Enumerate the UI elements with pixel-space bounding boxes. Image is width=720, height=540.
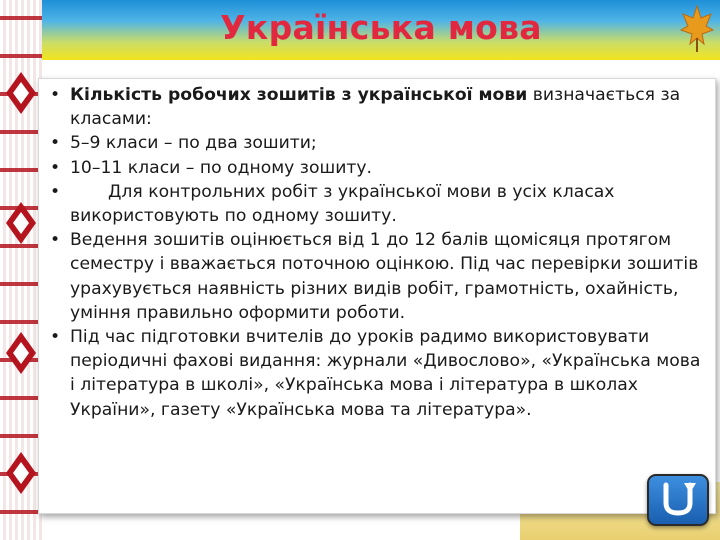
bullet-icon: • — [50, 230, 61, 251]
list-item-text: 10–11 класи – по одному зошиту. — [70, 157, 373, 178]
ornament-diamond-icon — [4, 330, 38, 376]
ornament-diamond-icon — [4, 200, 38, 246]
list-item — [45, 156, 709, 180]
embroidery-ornament — [0, 0, 42, 540]
maple-leaf-icon — [680, 4, 714, 54]
ornament-diamond-icon — [4, 70, 38, 116]
list-item — [45, 228, 709, 325]
bullet-list — [45, 83, 709, 422]
bullet-icon: • — [50, 133, 61, 154]
list-item-text: 5–9 класи – по два зошити; — [70, 133, 317, 154]
list-item-text: Для контрольних робіт з української мови в усіх класах використовують по одному зошиту. — [70, 181, 615, 227]
page-title: Українська мова — [220, 8, 542, 47]
bullet-icon: • — [50, 85, 61, 105]
ornament-diamond-icon — [4, 450, 38, 496]
list-item — [45, 325, 709, 422]
header-banner — [42, 0, 720, 60]
bullet-icon: • — [50, 181, 61, 202]
list-item-text: Ведення зошитів оцінюється від 1 до 12 балів щомісяця протягом семестру і вважається поточною оцінкою. Під час перевірки зошитів урахувується наявність різних видів робіт, грамотність, охайність, уміння правильно оформити роботи. — [70, 230, 699, 323]
list-item — [45, 131, 709, 155]
list-item — [45, 180, 709, 228]
return-button[interactable] — [647, 474, 709, 526]
content-panel — [38, 78, 716, 514]
return-arrow-icon — [658, 481, 698, 517]
list-item-bold-text: Кількість робочих зошитів з української мови — [70, 85, 528, 105]
list-item-text: визначається за класами: — [70, 85, 681, 130]
bullet-icon: • — [50, 327, 61, 348]
list-item — [45, 83, 709, 131]
bullet-icon: • — [50, 157, 61, 178]
list-item-text: Під час підготовки вчителів до уроків радимо використовувати періодичні фахові видання: журнали «Дивослово», «Українська мова і література в школі», «Українська мова і література в школах України», газету «Українська мова та література». — [70, 327, 701, 420]
